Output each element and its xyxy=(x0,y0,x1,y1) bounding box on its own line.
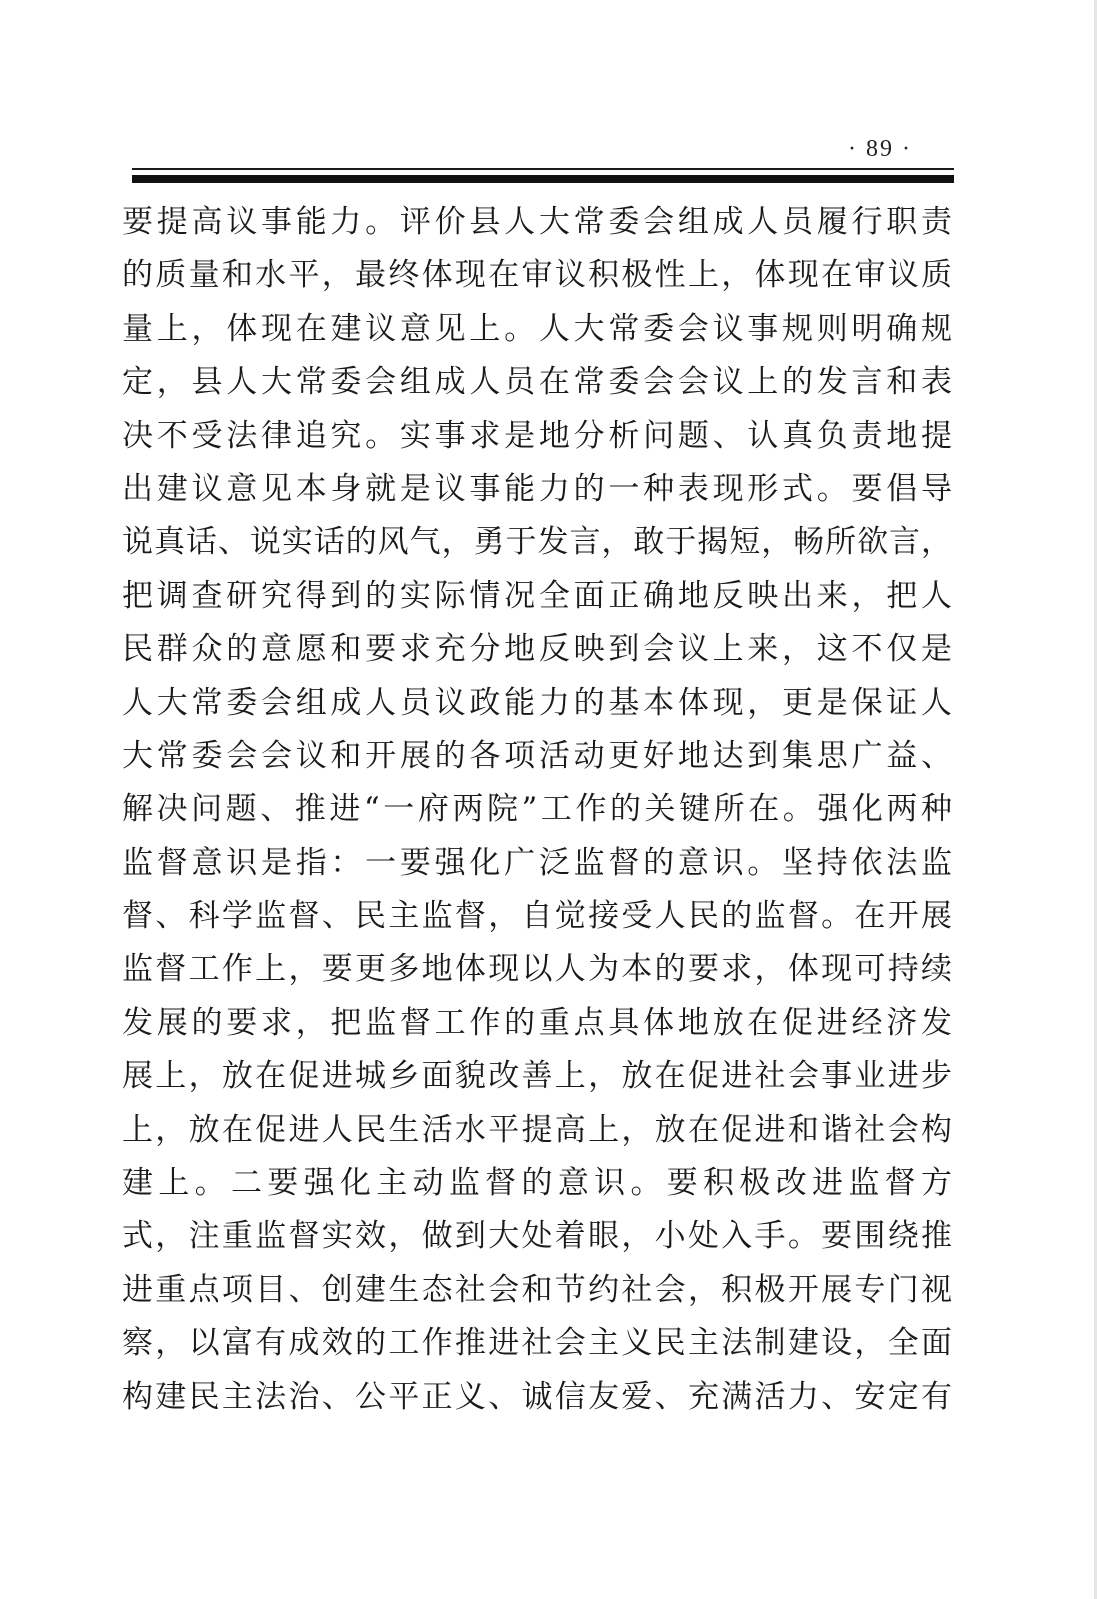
header-rule-thin xyxy=(132,168,954,170)
text-line: 察，以富有成效的工作推进社会主义民主法制建设，全面 xyxy=(122,1325,952,1362)
text-line: 上，放在促进人民生活水平提高上，放在促进和谐社会构 xyxy=(122,1111,952,1148)
text-line: 的质量和水平，最终体现在审议积极性上，体现在审议质 xyxy=(122,257,952,294)
text-line: 说真话、说实话的风气，勇于发言，敢于揭短，畅所欲言， xyxy=(122,524,952,561)
text-line: 量上，体现在建议意见上。人大常委会议事规则明确规 xyxy=(122,310,952,347)
page-number: · 89 · xyxy=(848,136,912,162)
text-line: 人大常委会组成人员议政能力的基本体现，更是保证人 xyxy=(122,684,952,721)
text-line: 督、科学监督、民主监督，自觉接受人民的监督。在开展 xyxy=(122,898,952,935)
text-line: 把调查研究得到的实际情况全面正确地反映出来，把人 xyxy=(122,577,952,614)
body-text xyxy=(122,196,952,1424)
text-line: 监督意识是指：一要强化广泛监督的意识。坚持依法监 xyxy=(122,844,952,881)
text-line: 建上。二要强化主动监督的意识。要积极改进监督方 xyxy=(122,1165,952,1202)
text-line: 发展的要求，把监督工作的重点具体地放在促进经济发 xyxy=(122,1004,952,1041)
header-rule-thick xyxy=(132,175,954,183)
text-line: 大常委会会议和开展的各项活动更好地达到集思广益、 xyxy=(122,737,952,774)
text-line: 进重点项目、创建生态社会和节约社会，积极开展专门视 xyxy=(122,1271,952,1308)
text-line: 构建民主法治、公平正义、诚信友爱、充满活力、安定有 xyxy=(122,1378,952,1415)
text-line: 出建议意见本身就是议事能力的一种表现形式。要倡导 xyxy=(122,470,952,507)
text-line: 监督工作上，要更多地体现以人为本的要求，体现可持续 xyxy=(122,951,952,988)
text-line: 展上，放在促进城乡面貌改善上，放在促进社会事业进步 xyxy=(122,1058,952,1095)
text-line: 解决问题、推进“一府两院”工作的关键所在。强化两种 xyxy=(122,791,952,828)
text-line: 民群众的意愿和要求充分地反映到会议上来，这不仅是 xyxy=(122,631,952,668)
text-line: 定，县人大常委会组成人员在常委会会议上的发言和表 xyxy=(122,364,952,401)
text-line: 要提高议事能力。评价县人大常委会组成人员履行职责 xyxy=(122,204,952,240)
text-line: 式，注重监督实效，做到大处着眼，小处入手。要围绕推 xyxy=(122,1218,952,1255)
text-line: 决不受法律追究。实事求是地分析问题、认真负责地提 xyxy=(122,417,952,454)
